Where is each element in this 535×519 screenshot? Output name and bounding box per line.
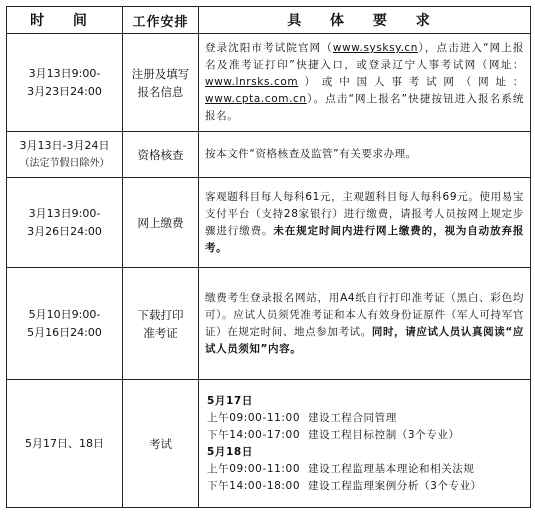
time-cell: 3月13日-3月24日 （法定节假日除外）	[7, 132, 123, 178]
task-cell: 考试	[123, 380, 199, 508]
exam-session: 下午14:00-18:00 建设工程监理案例分析（3个专业）	[207, 479, 482, 492]
time-cell: 5月10日9:00- 5月16日24:00	[7, 268, 123, 380]
task-cell: 资格核查	[123, 132, 199, 178]
exam-date: 5月18日	[207, 445, 253, 458]
requirement-cell: 客观题科目每人每科61元，主观题科目每人每科69元。使用易宝支付平台（支持28家银行）进行缴费，请报考人员按网上规定步骤进行缴费。未在规定时间内进行网上缴费的，视为自动放弃报考。	[199, 178, 531, 268]
table-row	[7, 34, 531, 132]
exam-session: 下午14:00-17:00 建设工程目标控制（3个专业）	[207, 428, 460, 441]
table-row	[7, 178, 531, 268]
time-cell: 3月13日9:00- 3月26日24:00	[7, 178, 123, 268]
task-cell: 下载打印 准考证	[123, 268, 199, 380]
link-lnrsks[interactable]: www.lnrsks.com	[205, 76, 299, 88]
requirement-cell: 登录沈阳市考试院官网（www.sysksy.cn），点击进入“网上报名及准考证打印”快捷入口，或登录辽宁人事考试网（网址：www.lnrsks.com）或中国人事考试网（网址：www.cpta.com.cn）。点击“网上报名”快捷按钮进入报名系统报名。	[199, 34, 531, 132]
exam-date: 5月17日	[207, 394, 253, 407]
link-cpta[interactable]: www.cpta.com.cn	[205, 93, 307, 105]
table-row	[7, 132, 531, 178]
header-task: 工作安排	[123, 7, 199, 34]
header-row	[7, 7, 531, 34]
requirement-cell	[199, 380, 531, 508]
task-cell: 注册及填写 报名信息	[123, 34, 199, 132]
header-time: 时 间	[7, 7, 123, 34]
exam-session: 上午09:00-11:00 建设工程合同管理	[207, 411, 397, 424]
exam-session: 上午09:00-11:00 建设工程监理基本理论和相关法规	[207, 462, 475, 475]
requirement-cell: 按本文件“资格核查及监管”有关要求办理。	[199, 132, 531, 178]
table-row	[7, 268, 531, 380]
header-requirements: 具 体 要 求	[199, 7, 531, 34]
requirement-cell: 缴费考生登录报名网站，用A4纸自行打印准考证（黑白、彩色均可）。应试人员须凭准考证和本人有效身份证原件（军人可持军官证）在规定时间、地点参加考试。同时，请应试人员认真阅读“应试人员须知”内容。	[199, 268, 531, 380]
link-sysksy[interactable]: www.sysksy.cn	[332, 42, 419, 54]
time-cell: 3月13日9:00- 3月23日24:00	[7, 34, 123, 132]
exam-schedule-table	[6, 6, 531, 508]
table-row	[7, 380, 531, 508]
time-cell: 5月17日、18日	[7, 380, 123, 508]
task-cell: 网上缴费	[123, 178, 199, 268]
